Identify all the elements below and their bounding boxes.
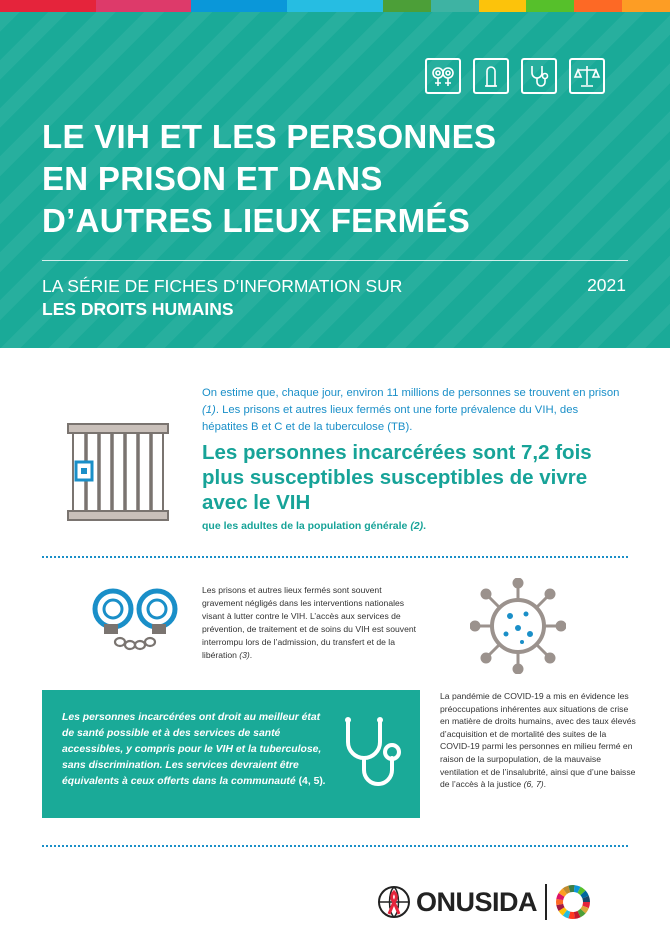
series-name [42,275,402,321]
dotted-divider-bottom [42,845,628,847]
condom-icon [473,58,509,94]
key-statistic-headline: Les personnes incarcérées sont 7,2 fois plus susceptibles susceptibles de vivre avec le VIH [202,441,592,514]
intro-text: On estime que, chaque jour, environ 11 millions de personnes se trouvent en prison [202,387,620,399]
dotted-divider [42,556,628,558]
scales-icon [569,58,605,94]
prison-cell-icon [66,420,170,524]
intro-ref: (1) [202,404,216,416]
publication-year: 2021 [587,275,626,295]
prisons-ref: (3) [239,650,250,660]
subtext-main: que les adultes de la population générale [202,520,408,532]
rights-ref: (4, 5) [298,776,323,787]
onusida-logo [376,884,591,920]
sdg-wheel-icon [555,884,591,920]
subtext-ref: (2) [410,520,424,532]
color-band-segment [574,0,622,12]
covid-paragraph [440,690,636,791]
color-band-segment [383,0,431,12]
title-line-2: EN PRISON ET DANS [42,160,383,197]
sdg-color-band [0,0,670,12]
covid-text: La pandémie de COVID-19 a mis en évidence les préoccupations inhérentes aux situations de crise en matière de droits humains, avec des taux élevés d’acquisition et de mortalité des suites de la COVID-19 parmi les personnes en milieu fermé en raison de la surpopulation, de la mauvaise ventilation et de l’insalubrité, ainsi que d’une baisse de l’accès à la justice [440,691,636,790]
globe-ribbon-icon [376,884,412,920]
virus-icon [470,578,566,674]
series-line-1: LA SÉRIE DE FICHES D’INFORMATION SUR [42,276,403,296]
key-statistic-subtext [202,520,426,532]
handcuffs-icon [90,578,182,660]
header-banner [0,12,670,348]
gender-icon [425,58,461,94]
intro-paragraph [202,385,627,436]
color-band-segment [96,0,144,12]
rights-text: Les personnes incarcérées ont droit au meilleur état de santé possible et à des services de santé accessibles, y compris pour le VIH et la tuberculose, sans discrimination. Les services devraient être équivalents à ceux offerts dans la communauté [62,712,322,787]
covid-end: . [543,779,547,790]
header-divider [42,260,628,261]
series-line-2: LES DROITS HUMAINS [42,299,234,319]
prisons-end: . [249,650,253,660]
covid-ref: (6, 7) [523,779,544,790]
color-band-segment [479,0,527,12]
color-band-segment [431,0,479,12]
stethoscope-large-icon [340,716,402,792]
color-band-segment [0,0,48,12]
intro-text-2: . Les prisons et autres lieux fermés ont une forte prévalence du VIH, des hépatites B et C et de la tuberculose (TB). [202,404,579,433]
logo-wordmark: ONUSIDA [416,886,538,917]
color-band-segment [335,0,383,12]
color-band-segment [191,0,239,12]
subtext-end: . [423,520,427,532]
prisons-paragraph [202,584,422,662]
logo-separator [545,884,547,920]
title-line-1: LE VIH ET LES PERSONNES [42,118,497,155]
color-band-segment [526,0,574,12]
prisons-text: Les prisons et autres lieux fermés sont souvent gravement négligés dans les interventions nationales visant à lutter contre le VIH. L’accès aux services de prévention, de traitement et de soins du VIH est souvent interrompu lors de l’admission, du transfert et de la libération [202,585,417,660]
stethoscope-icon [521,58,557,94]
title-line-3: D’AUTRES LIEUX FERMÉS [42,202,471,239]
color-band-segment [622,0,670,12]
page-title [42,116,602,242]
color-band-segment [48,0,96,12]
color-band-segment [144,0,192,12]
rights-end: . [322,776,326,787]
rights-callout-box [42,690,420,818]
color-band-segment [287,0,335,12]
color-band-segment [239,0,287,12]
